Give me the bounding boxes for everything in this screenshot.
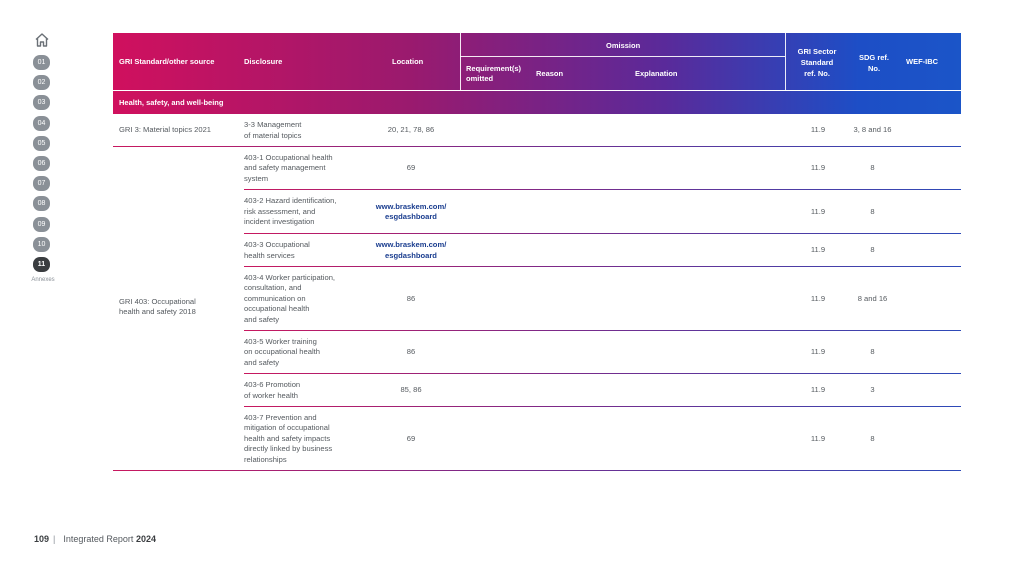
location-link-line[interactable]: www.braskem.com/ [375,240,447,250]
disclosure-cell-line: 403-4 Worker participation, [244,273,336,282]
location-cell [363,163,459,173]
header-gri-sector-2: Standard [800,58,834,67]
header-disclosure: Disclosure [244,57,283,66]
disclosure-cell-line: 403-3 Occupational [244,240,310,250]
header-requirements-1: Requirement(s) [466,64,522,73]
disclosure-cell-line: health services [244,250,295,260]
disclosure-cell [244,153,356,184]
nav-chapter-05[interactable]: 05 [33,136,50,151]
nav-chapter-10[interactable]: 10 [33,237,50,252]
sdg-ref: 8 [870,163,875,173]
table-row [113,147,961,190]
nav-chapter-03[interactable]: 03 [33,95,50,110]
disclosure-cell-line: and safety [244,357,280,367]
disclosure-cell-line: on occupational health [244,347,320,357]
section-title: Health, safety, and well-being [113,91,961,114]
sdg-ref: 8 and 16 [857,293,888,303]
disclosure-cell-line: health and safety impacts [244,433,331,443]
location-link[interactable] [363,240,459,261]
row-divider [113,470,961,472]
disclosure-cell-line: of worker health [244,390,299,400]
disclosure-cell-line: 403-2 Hazard identification, [244,196,337,206]
nav-chapter-02[interactable]: 02 [33,75,50,90]
home-icon[interactable] [34,32,50,48]
location-cell-line: 69 [406,433,416,443]
header-sdg-1: SDG ref. [858,53,889,62]
disclosure-cell-line: consultation, and [244,283,302,293]
gri-sector-ref: 11.9 [810,206,826,216]
disclosure-cell-line: 403-1 Occupational health [244,152,333,162]
sdg-ref: 3, 8 and 16 [853,125,892,135]
disclosure-cell-line: 403-5 Worker training [244,336,317,346]
gri-standard-cell-line: GRI 3: Material topics 2021 [119,125,212,135]
location-cell-line: 86 [406,293,416,303]
header-explanation: Explanation [635,69,678,78]
disclosure-cell [244,413,356,465]
disclosure-cell-line: incident investigation [244,217,315,227]
header-omission: Omission [606,41,641,50]
disclosure-cell-line: of material topics [244,130,302,140]
gri-403-standard-line: GRI 403: Occupational [119,297,196,306]
nav-chapter-11[interactable]: 11 [33,257,50,272]
disclosure-cell-line: relationships [244,454,287,464]
gri-sector-ref: 11.9 [810,433,826,443]
gri-403-standard-line: health and safety 2018 [119,307,196,317]
disclosure-cell-line: and safety management [244,163,326,173]
report-year: 2024 [135,534,156,544]
disclosure-cell-line: communication on [244,293,306,303]
location-cell [363,434,459,444]
disclosure-cell-line: system [244,173,269,183]
header-gri-standard: GRI Standard/other source [119,57,215,66]
nav-chapter-08[interactable]: 08 [33,196,50,211]
gri-sector-ref: 11.9 [810,163,826,173]
gri-sector-ref: 11.9 [810,245,826,255]
disclosure-cell-line: and safety [244,314,280,324]
disclosure-cell [244,273,356,325]
location-cell [363,294,459,304]
header-gri-sector-3: ref. No. [804,69,830,78]
disclosure-cell-line: directly linked by business [244,444,333,454]
table-row [113,114,961,147]
table-row [113,234,961,267]
sdg-ref: 8 [870,206,875,216]
sdg-ref: 3 [870,385,875,395]
header-sdg-2: No. [867,64,881,73]
header-location: Location [392,57,424,66]
table-row [113,407,961,471]
sdg-ref: 8 [870,433,875,443]
disclosure-cell [244,196,356,227]
header-gri-sector-1: GRI Sector [797,47,837,56]
disclosure-cell-line: 403-7 Prevention and [244,413,317,422]
header-wef-ibc: WEF-IBC [906,57,939,66]
disclosure-cell [244,337,356,368]
report-title: Integrated Report [63,534,134,544]
disclosure-cell-line: risk assessment, and [244,206,316,216]
gri-standard-cell [119,125,237,135]
disclosure-cell-line: occupational health [244,304,310,314]
gri-sector-ref: 11.9 [810,347,826,357]
gri-content-table [113,33,961,504]
nav-chapter-07[interactable]: 07 [33,176,50,191]
location-cell-line: 85, 86 [400,385,422,395]
disclosure-cell-line: 403-6 Promotion [244,380,301,390]
location-link[interactable] [363,202,459,223]
table-row [113,190,961,234]
location-cell [363,385,459,395]
location-link-line[interactable]: esgdashboard [385,250,437,260]
location-cell [363,125,459,135]
nav-chapter-06[interactable]: 06 [33,156,50,171]
gri-403-standard-cell [119,297,237,318]
table-row [113,267,961,331]
table-row [113,331,961,374]
location-cell [363,347,459,357]
header-requirements-2: omitted [466,74,494,83]
disclosure-cell [244,240,356,261]
location-link-line[interactable]: www.braskem.com/ [375,201,447,211]
sdg-ref: 8 [870,347,875,357]
location-cell-line: 69 [406,163,416,173]
disclosure-cell [244,380,356,401]
disclosure-cell [244,120,356,141]
header-reason: Reason [536,69,564,78]
gri-sector-ref: 11.9 [810,385,826,395]
nav-chapter-01[interactable]: 01 [33,55,50,70]
header-divider [460,56,785,57]
disclosure-cell-line: 3-3 Management [244,120,302,130]
table-header [113,33,961,90]
nav-chapter-04[interactable]: 04 [33,116,50,131]
chapter-nav [33,55,50,277]
header-divider [785,33,786,90]
page-footer [34,534,156,544]
gri-sector-ref: 11.9 [810,125,826,135]
annexes-label: Annexes [31,277,55,283]
header-divider [460,33,461,90]
location-cell-line: 86 [406,347,416,357]
location-link-line[interactable]: esgdashboard [385,212,437,221]
gri-sector-ref: 11.9 [810,293,826,303]
page-number: 109 [34,534,50,544]
table-row [113,374,961,407]
nav-chapter-09[interactable]: 09 [33,217,50,232]
sdg-ref: 8 [870,245,875,255]
location-cell-line: 20, 21, 78, 86 [387,125,435,135]
disclosure-cell-line: mitigation of occupational [244,423,330,433]
footer-divider: | [53,534,56,544]
table-body [113,114,961,504]
